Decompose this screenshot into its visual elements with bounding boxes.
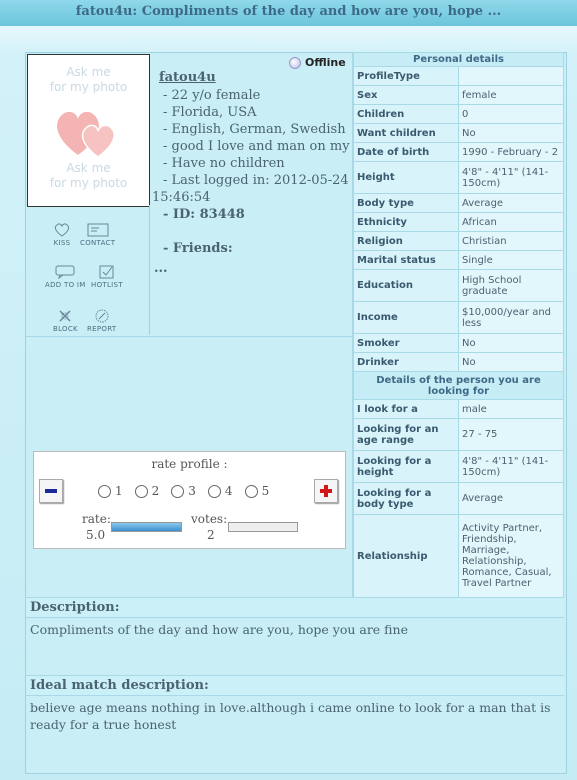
kiss-button[interactable]: [53, 223, 71, 247]
rate-option[interactable]: [171, 484, 196, 498]
rate-option[interactable]: [245, 484, 270, 498]
personal-details-header-row: [354, 53, 564, 67]
username-link[interactable]: fatou4u: [159, 70, 216, 85]
photo-placeholder[interactable]: [27, 54, 150, 207]
looking-for-detail-value: 27 - 75: [459, 419, 564, 451]
personal-detail-row: [354, 251, 564, 270]
looking-for-detail-value: male: [459, 400, 564, 419]
info-age: - 22 y/o female: [163, 88, 261, 103]
rate-bar-fill: [112, 523, 181, 531]
online-status: [289, 56, 346, 69]
personal-detail-key: Drinker: [354, 353, 459, 372]
personal-detail-row: [354, 86, 564, 105]
looking-for-header-row: [354, 372, 564, 400]
profile-actions: [27, 205, 150, 335]
rate-plus-button[interactable]: [314, 479, 338, 503]
personal-detail-value: [459, 67, 564, 86]
personal-detail-row: [354, 124, 564, 143]
personal-detail-value: 4'8" - 4'11" (141-150cm): [459, 162, 564, 194]
rate-option-label: 4: [224, 484, 233, 498]
description-text: Compliments of the day and how are you, hope you are fine: [30, 622, 408, 637]
hotlist-button[interactable]: [91, 265, 123, 289]
looking-for-detail-value: 4'8" - 4'11" (141-150cm): [459, 451, 564, 483]
radio-circle-icon[interactable]: [208, 485, 221, 498]
looking-for-detail-row: [354, 400, 564, 419]
rate-profile-widget: [33, 451, 346, 549]
info-children: - Have no children: [163, 156, 285, 171]
personal-detail-key: Want children: [354, 124, 459, 143]
personal-detail-value: African: [459, 213, 564, 232]
report-label: REPORT: [87, 325, 117, 333]
personal-detail-key: Smoker: [354, 334, 459, 353]
looking-for-detail-row: [354, 515, 564, 598]
personal-detail-value: $10,000/year and less: [459, 302, 564, 334]
photo-caption-top: [28, 65, 149, 95]
personal-detail-key: Education: [354, 270, 459, 302]
page-title: fatou4u: Compliments of the day and how are you, hope ...: [75, 4, 502, 19]
photo-caption-line: Ask me: [66, 65, 111, 79]
photo-caption-line: for my photo: [49, 80, 128, 94]
checkbox-icon: [99, 265, 115, 279]
rate-option-label: 3: [188, 484, 196, 498]
personal-detail-key: Ethnicity: [354, 213, 459, 232]
kiss-label: KISS: [53, 239, 71, 247]
personal-detail-value: No: [459, 124, 564, 143]
personal-detail-row: [354, 162, 564, 194]
personal-detail-value: High School graduate: [459, 270, 564, 302]
envelope-icon: [87, 223, 109, 237]
personal-detail-row: [354, 232, 564, 251]
status-dot-icon: [289, 57, 301, 69]
contact-label: CONTACT: [80, 239, 116, 247]
info-headline: - good I love and man on my: [163, 139, 350, 154]
add-to-im-label: ADD TO IM: [45, 281, 86, 289]
personal-detail-value: Single: [459, 251, 564, 270]
description-title: Description:: [30, 600, 120, 615]
looking-for-detail-key: I look for a: [354, 400, 459, 419]
personal-detail-value: Christian: [459, 232, 564, 251]
info-languages: - English, German, Swedish: [163, 122, 346, 137]
looking-for-detail-value: Activity Partner, Friendship, Marriage, Relationship, Romance, Casual, Travel Partner: [459, 515, 564, 598]
hotlist-label: HOTLIST: [91, 281, 123, 289]
block-button[interactable]: [53, 309, 78, 333]
personal-details-table: [353, 52, 564, 598]
personal-detail-value: No: [459, 334, 564, 353]
personal-detail-value: No: [459, 353, 564, 372]
personal-detail-row: [354, 194, 564, 213]
block-label: BLOCK: [53, 325, 78, 333]
looking-for-detail-row: [354, 451, 564, 483]
info-location: - Florida, USA: [163, 105, 257, 120]
personal-detail-key: Marital status: [354, 251, 459, 270]
photo-caption-line: Ask me: [66, 161, 111, 175]
heart-outline-icon: [53, 223, 71, 237]
radio-circle-icon[interactable]: [245, 485, 258, 498]
radio-circle-icon[interactable]: [171, 485, 184, 498]
personal-detail-value: 0: [459, 105, 564, 124]
rate-label: rate:: [82, 512, 111, 526]
ideal-match-header: [26, 675, 564, 696]
rate-minus-button[interactable]: [39, 479, 63, 503]
rate-option[interactable]: [208, 484, 233, 498]
rate-option-label: 2: [151, 484, 160, 498]
rate-title: rate profile :: [151, 457, 228, 471]
looking-for-detail-key: Relationship: [354, 515, 459, 598]
rate-option-label: 5: [261, 484, 270, 498]
left-column-divider: [26, 336, 352, 337]
ideal-match-text: believe age means nothing in love.although i came online to look for a man that is ready for a true honest: [30, 700, 551, 732]
votes-value: 2: [207, 528, 215, 542]
plus-icon: [315, 480, 337, 502]
ideal-match-title: Ideal match description:: [30, 678, 209, 693]
personal-detail-row: [354, 334, 564, 353]
personal-detail-key: Date of birth: [354, 143, 459, 162]
minus-icon: [40, 480, 62, 502]
votes-bar: [228, 522, 298, 532]
personal-details-header: Personal details: [354, 53, 564, 67]
personal-detail-row: [354, 105, 564, 124]
personal-detail-key: ProfileType: [354, 67, 459, 86]
looking-for-detail-row: [354, 483, 564, 515]
personal-detail-row: [354, 143, 564, 162]
profile-id-label: - ID:: [163, 207, 196, 222]
looking-for-detail-key: Looking for a body type: [354, 483, 459, 515]
photo-caption-line: for my photo: [49, 176, 128, 190]
photo-caption-bottom: [28, 161, 149, 191]
status-label: Offline: [305, 56, 346, 69]
personal-detail-row: [354, 353, 564, 372]
friends-more[interactable]: ...: [154, 261, 168, 276]
radio-circle-icon[interactable]: [135, 485, 148, 498]
radio-circle-icon[interactable]: [98, 485, 111, 498]
rate-bar: [111, 522, 182, 532]
looking-for-detail-value: Average: [459, 483, 564, 515]
description-header: [26, 597, 564, 618]
add-to-im-button[interactable]: [45, 265, 86, 289]
profile-id-value: 83448: [199, 207, 245, 222]
looking-for-detail-row: [354, 419, 564, 451]
rate-option[interactable]: [135, 484, 160, 498]
contact-button[interactable]: [80, 223, 115, 247]
personal-detail-key: Sex: [354, 86, 459, 105]
looking-for-detail-key: Looking for an age range: [354, 419, 459, 451]
personal-detail-row: [354, 67, 564, 86]
looking-for-header: Details of the person you are looking for: [354, 372, 564, 400]
friends-label: - Friends:: [163, 241, 233, 256]
votes-label: votes:: [191, 512, 228, 526]
looking-for-detail-key: Looking for a height: [354, 451, 459, 483]
title-bar: [0, 0, 577, 26]
rate-value: 5.0: [86, 528, 106, 542]
personal-detail-key: Children: [354, 105, 459, 124]
personal-detail-key: Body type: [354, 194, 459, 213]
personal-detail-key: Income: [354, 302, 459, 334]
personal-detail-value: 1990 - February - 2: [459, 143, 564, 162]
chat-icon: [55, 265, 75, 279]
personal-detail-key: Religion: [354, 232, 459, 251]
block-x-icon: [58, 309, 72, 323]
rate-options: [98, 484, 281, 498]
personal-detail-key: Height: [354, 162, 459, 194]
rate-option[interactable]: [98, 484, 123, 498]
info-last-login: - Last logged in: 2012-05-24: [163, 173, 349, 188]
personal-detail-row: [354, 213, 564, 232]
rate-option-label: 1: [115, 484, 123, 498]
personal-detail-value: female: [459, 86, 564, 105]
info-last-login-time: 15:46:54: [152, 190, 211, 205]
personal-detail-row: [354, 302, 564, 334]
profile-id: [163, 207, 245, 222]
report-button[interactable]: [87, 309, 116, 333]
personal-detail-value: Average: [459, 194, 564, 213]
report-icon: [95, 309, 109, 323]
hearts-icon: [52, 103, 122, 159]
personal-detail-row: [354, 270, 564, 302]
